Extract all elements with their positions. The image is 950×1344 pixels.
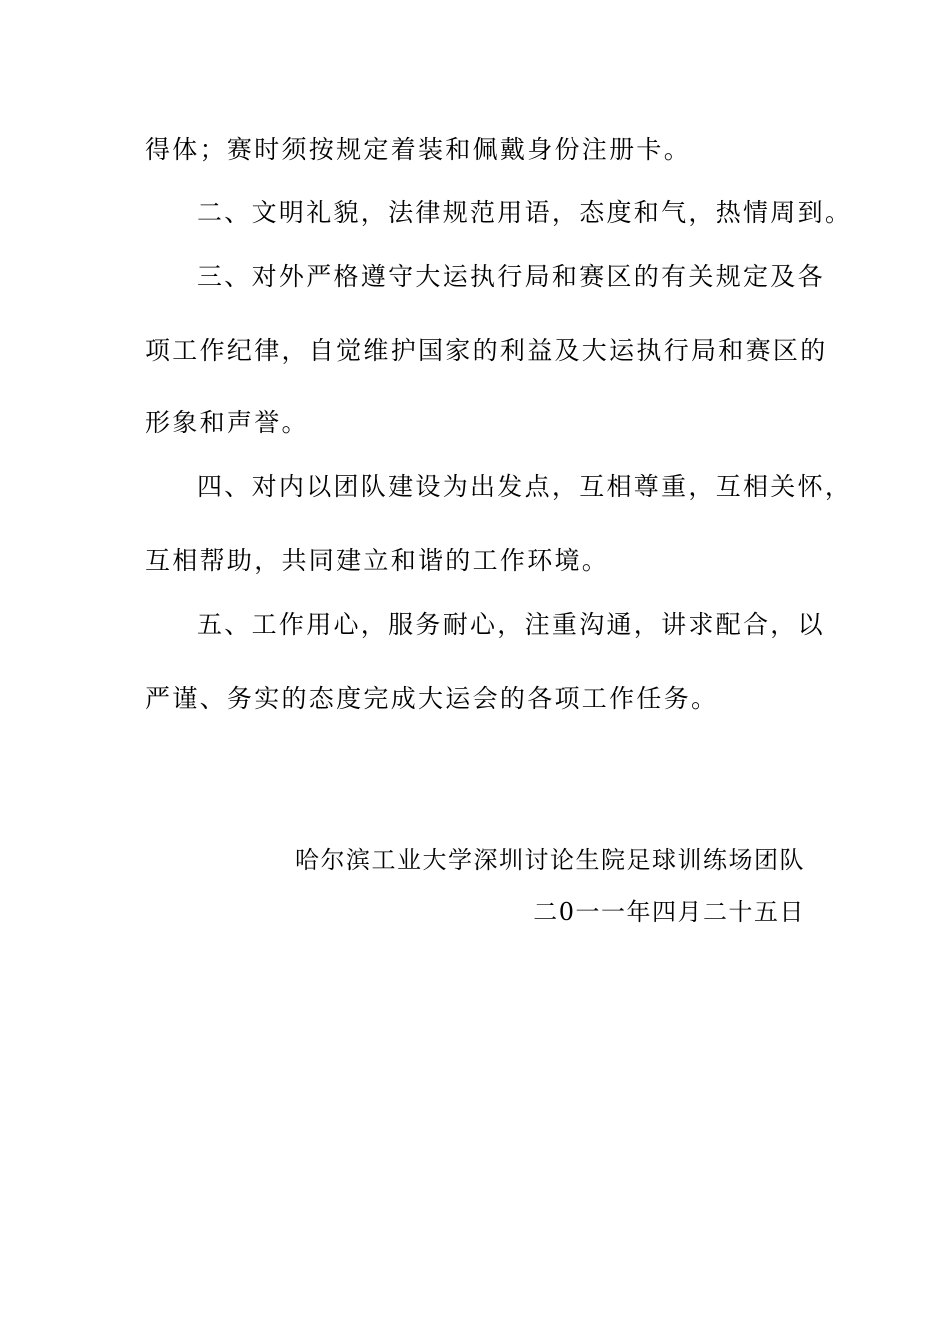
paragraph-line: 二、文明礼貌，法律规范用语，态度和气，热情周到。	[197, 198, 853, 227]
paragraph-line: 项工作纪律，自觉维护国家的利益及大运执行局和赛区的	[145, 336, 828, 365]
paragraph-line: 严谨、务实的态度完成大运会的各项工作任务。	[145, 684, 719, 713]
signature-organization: 哈尔滨工业大学深圳讨论生院足球训练场团队	[295, 846, 805, 874]
paragraph-line: 三、对外严格遵守大运执行局和赛区的有关规定及各	[197, 262, 825, 291]
signature-date: 二0一一年四月二十五日	[533, 898, 805, 926]
paragraph-line: 形象和声誉。	[145, 408, 309, 437]
paragraph-line: 互相帮助，共同建立和谐的工作环境。	[145, 546, 610, 575]
paragraph-line: 得体；赛时须按规定着装和佩戴身份注册卡。	[145, 135, 692, 164]
paragraph-line: 五、工作用心，服务耐心，注重沟通，讲求配合，以	[197, 610, 825, 639]
paragraph-line: 四、对内以团队建设为出发点，互相尊重，互相关怀，	[197, 472, 853, 501]
